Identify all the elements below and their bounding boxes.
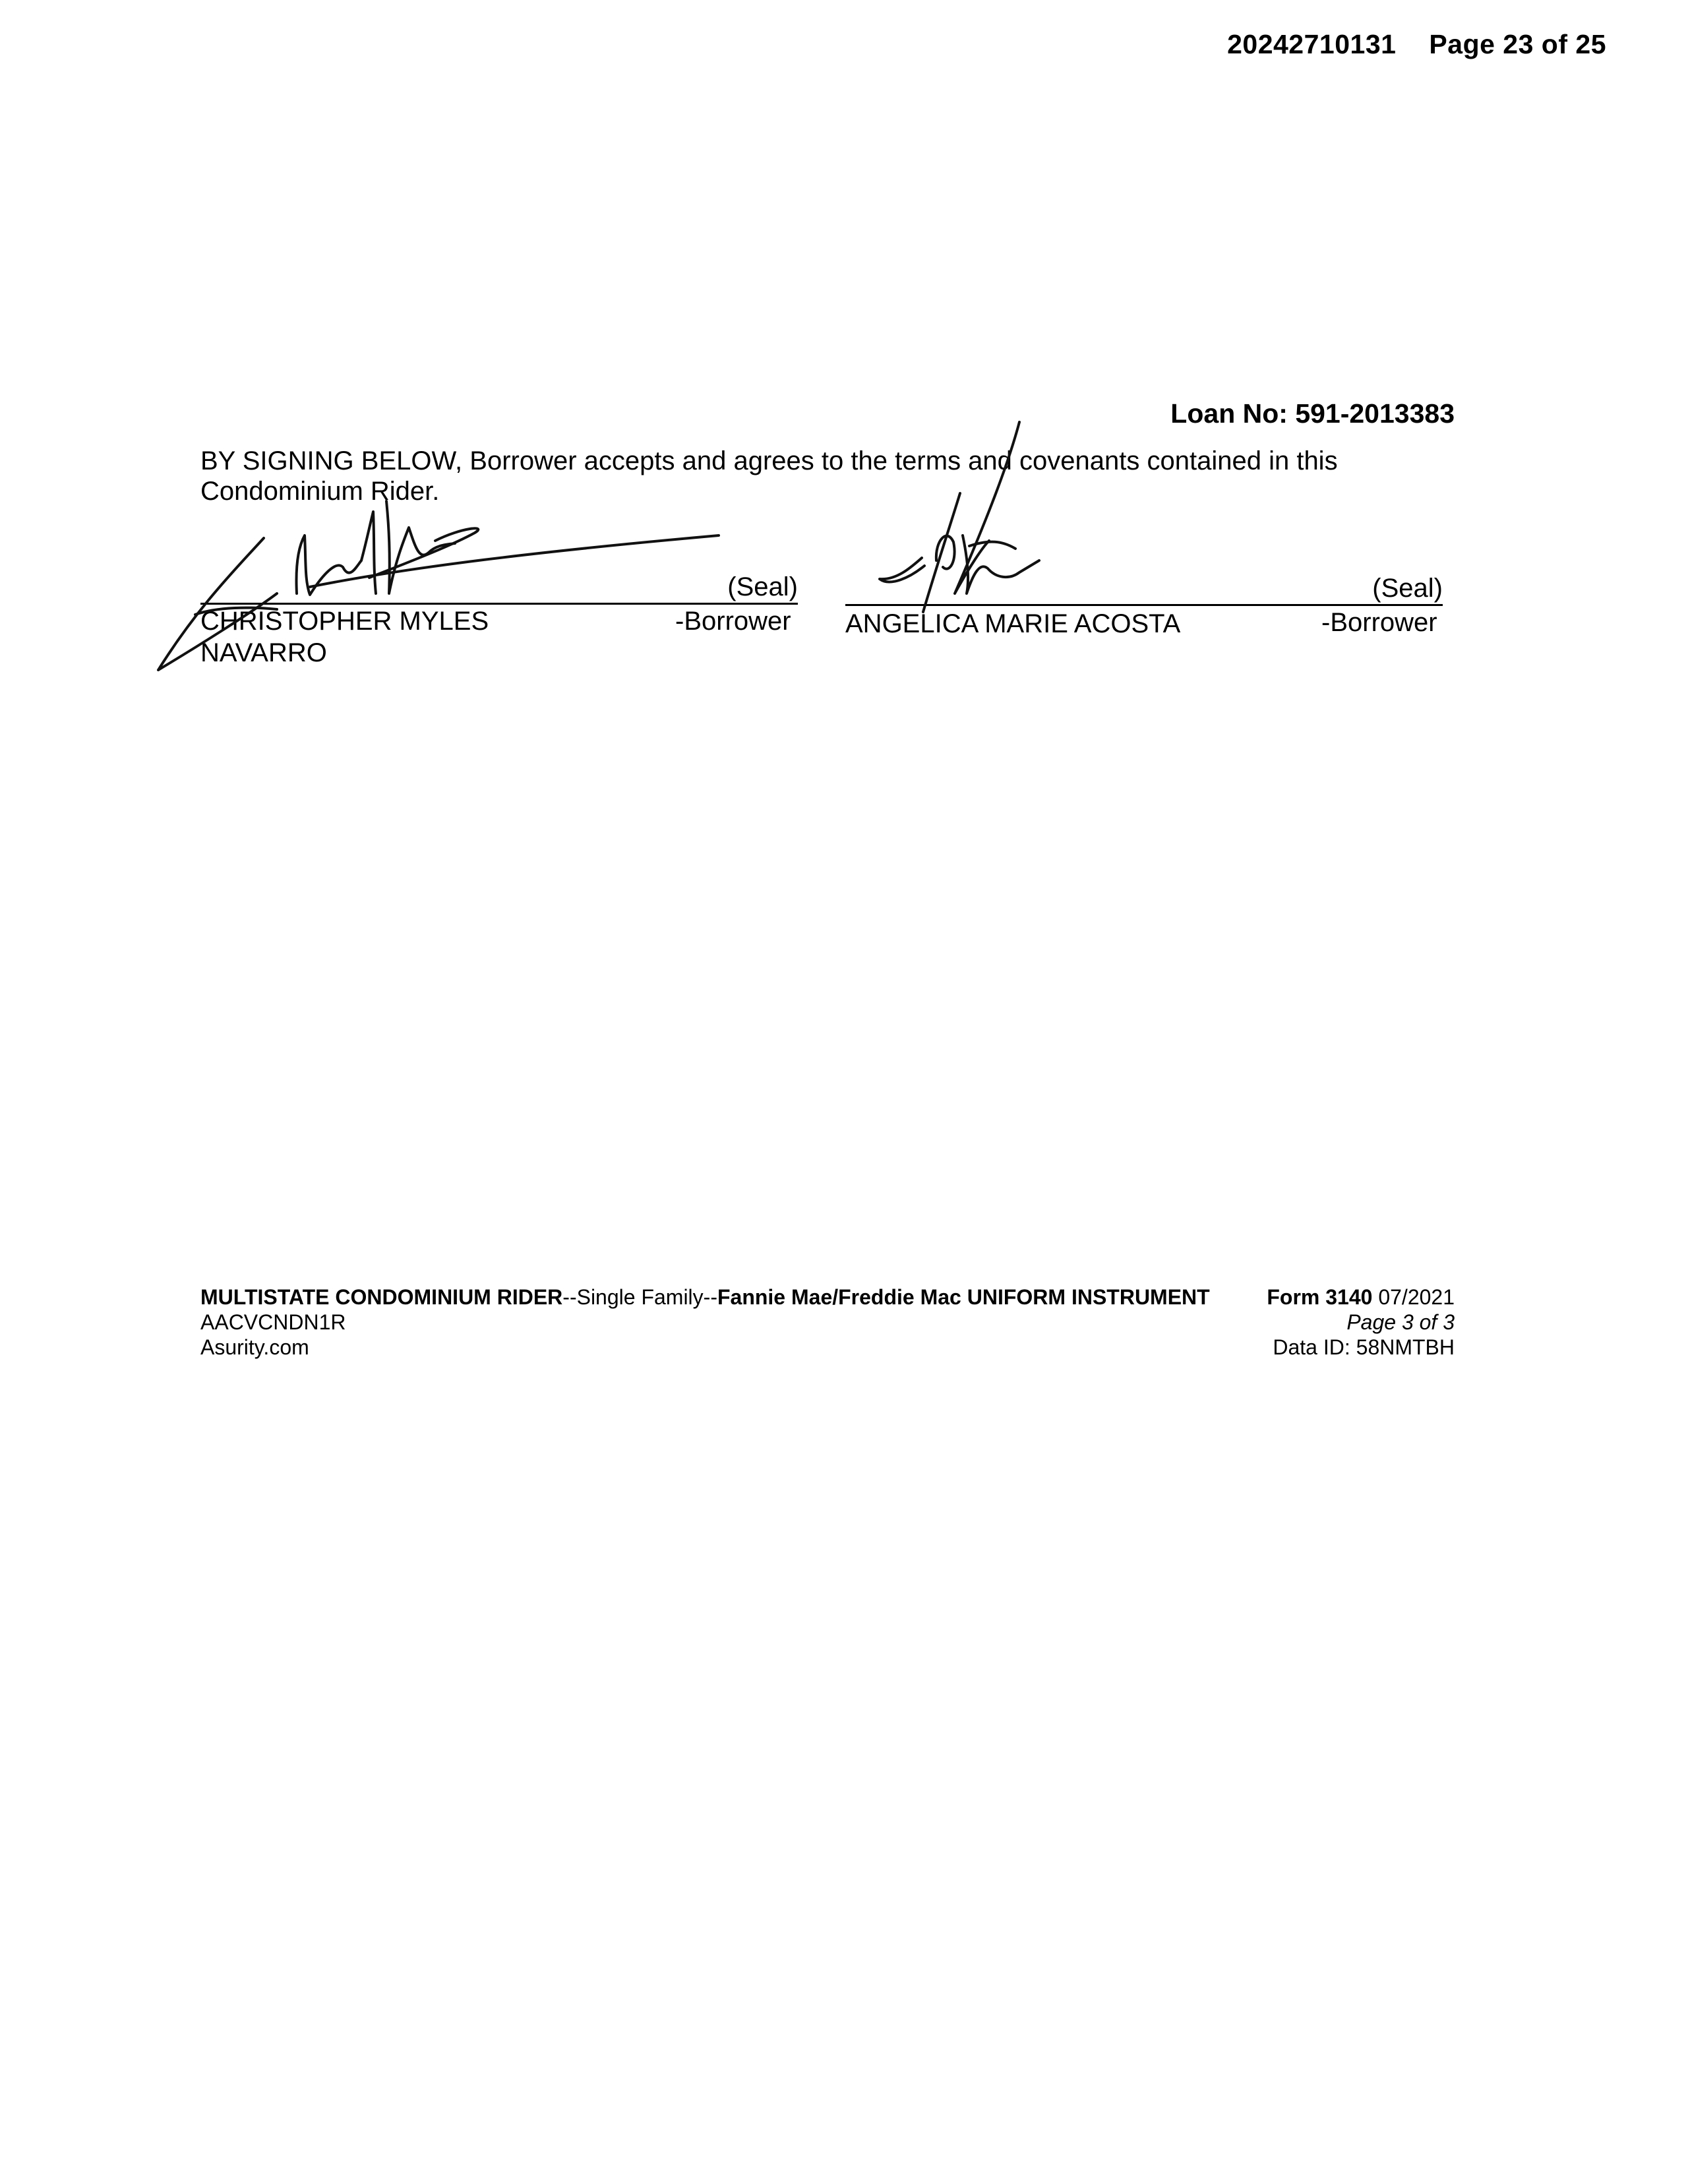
borrower-1-name-line-1: CHRISTOPHER MYLES	[200, 607, 489, 636]
form-title-part-1: MULTISTATE CONDOMINIUM RIDER	[200, 1285, 563, 1309]
form-title-part-2: --Single Family--	[562, 1285, 717, 1309]
form-date: 07/2021	[1378, 1285, 1455, 1309]
borrower-2-role: -Borrower	[1321, 608, 1437, 637]
borrower-1-role: -Borrower	[675, 607, 791, 636]
page-number: Page 23 of 25	[1429, 29, 1606, 59]
form-number	[1267, 1285, 1455, 1310]
loan-number: Loan No: 591-2013383	[1170, 398, 1455, 429]
borrower-1-name-line-2: NAVARRO	[200, 638, 327, 667]
footer-page-of	[1346, 1310, 1455, 1335]
seal-label-borrower-1: (Seal)	[727, 572, 798, 601]
recording-number: 20242710131	[1227, 29, 1397, 59]
data-id: Data ID: 58NMTBH	[1273, 1335, 1455, 1359]
doc-code: AACVCNDN1R	[200, 1310, 346, 1334]
seal-label-borrower-2: (Seal)	[1372, 574, 1443, 603]
website: Asurity.com	[200, 1335, 309, 1359]
form-footer-line-1	[200, 1285, 1210, 1310]
signing-statement: BY SIGNING BELOW, Borrower accepts and agrees to the terms and covenants contained in this Condominium Rider.	[200, 446, 1338, 506]
form-title-part-3: Fannie Mae/Freddie Mac UNIFORM INSTRUMENT	[717, 1285, 1210, 1309]
form-number-label: Form 3140	[1267, 1285, 1373, 1309]
borrower-2-name: ANGELICA MARIE ACOSTA	[845, 609, 1181, 638]
footer-page-of-text: Page 3 of 3	[1346, 1310, 1455, 1334]
